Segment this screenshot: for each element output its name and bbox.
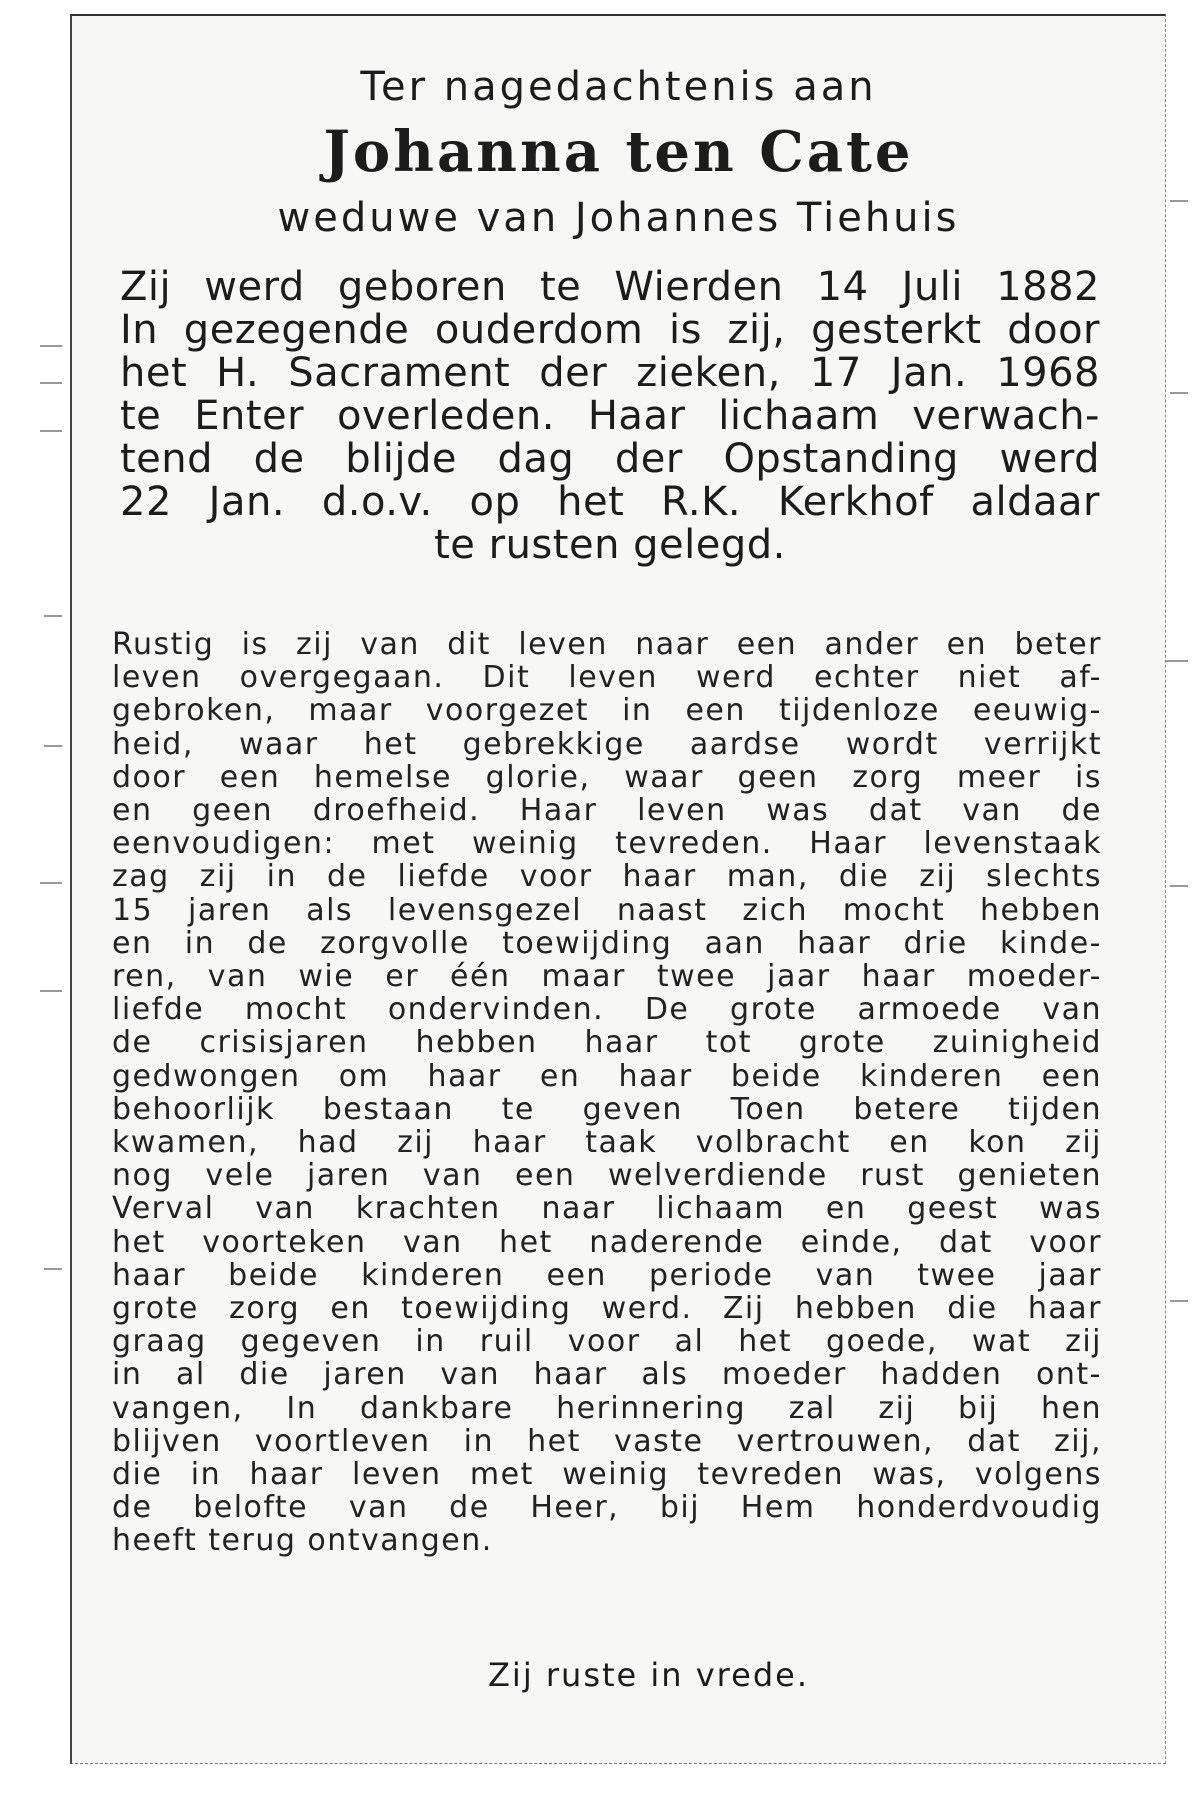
eulogy-line: 15 jaren als levensgezel naast zich mocht hebben bbox=[112, 892, 1102, 928]
widow-of-line: weduwe van Johannes Tiehuis bbox=[277, 195, 960, 241]
scan-mark bbox=[40, 430, 62, 432]
bio-line: tend de blijde dag der Opstanding werd bbox=[120, 436, 1100, 482]
eulogy-line: Rustig is zij van dit leven naar een ander en beter bbox=[112, 627, 1102, 662]
bio-line: 22 Jan. d.o.v. op het R.K. Kerkhof aldaar bbox=[120, 479, 1100, 525]
eulogy-line: nog vele jaren van een welverdiende rust genieten bbox=[112, 1158, 1102, 1194]
scan-mark bbox=[1170, 392, 1188, 394]
eulogy-line: de crisisjaren hebben haar tot grote zuinigheid bbox=[112, 1025, 1102, 1061]
eulogy-line: graag gegeven in ruil voor al het goede, wat zij bbox=[112, 1324, 1102, 1360]
eulogy-line: ren, van wie er één maar twee jaar haar moeder- bbox=[112, 959, 1102, 995]
card-header bbox=[72, 60, 1165, 246]
eulogy-line: het voorteken van het naderende einde, dat voor bbox=[112, 1224, 1102, 1260]
eulogy-line: gebroken, maar voorgezet in een tijdenloze eeuwig- bbox=[112, 693, 1102, 729]
eulogy-text bbox=[112, 628, 1102, 1558]
bio-line: te rusten gelegd. bbox=[434, 522, 786, 568]
scan-mark bbox=[1170, 1300, 1188, 1302]
scan-mark bbox=[40, 882, 62, 884]
scan-mark bbox=[1166, 660, 1188, 662]
biography bbox=[120, 266, 1100, 567]
scan-mark bbox=[1170, 200, 1188, 202]
bio-line: Zij werd geboren te Wierden 14 Juli 1882 bbox=[120, 264, 1100, 310]
eulogy-line: haar beide kinderen een periode van twee jaar bbox=[112, 1257, 1102, 1293]
scan-mark bbox=[44, 615, 62, 617]
bio-line: te Enter overleden. Haar lichaam verwach- bbox=[120, 393, 1100, 439]
scan-mark bbox=[40, 990, 62, 992]
bio-line: het H. Sacrament der zieken, 17 Jan. 1968 bbox=[120, 350, 1100, 396]
eulogy-line: kwamen, had zij haar taak volbracht en kon zij bbox=[112, 1125, 1102, 1161]
eulogy-line: heeft terug ontvangen. bbox=[112, 1523, 493, 1559]
scan-mark bbox=[44, 745, 62, 747]
bio-line: In gezegende ouderdom is zij, gesterkt door bbox=[120, 307, 1100, 353]
eulogy-line: en in de zorgvolle toewijding aan haar drie kinde- bbox=[112, 925, 1102, 961]
eulogy-line: door een hemelse glorie, waar geen zorg meer is bbox=[112, 759, 1102, 795]
closing-line: Zij ruste in vrede. bbox=[488, 1656, 809, 1694]
scan-mark bbox=[44, 1268, 62, 1270]
eulogy-line: grote zorg en toewijding werd. Zij hebben die haar bbox=[112, 1291, 1102, 1327]
eulogy-line: in al die jaren van haar als moeder hadden ont- bbox=[112, 1357, 1102, 1393]
scan-mark bbox=[40, 382, 62, 384]
eulogy-line: Verval van krachten naar lichaam en geest was bbox=[112, 1191, 1102, 1227]
eulogy-line: blijven voortleven in het vaste vertrouwen, dat zij, bbox=[112, 1423, 1102, 1459]
scan-mark bbox=[40, 345, 62, 347]
deceased-name: Johanna ten Cate bbox=[323, 119, 914, 185]
eulogy-line: en geen droefheid. Haar leven was dat van de bbox=[112, 793, 1102, 829]
eulogy-line: de belofte van de Heer, bij Hem honderdvoudig bbox=[112, 1490, 1102, 1526]
intro-line: Ter nagedachtenis aan bbox=[360, 64, 877, 110]
eulogy-line: leven overgegaan. Dit leven werd echter niet af- bbox=[112, 660, 1102, 696]
eulogy-line: die in haar leven met weinig tevreden was, volgens bbox=[112, 1457, 1102, 1493]
eulogy-line: behoorlijk bestaan te geven Toen betere tijden bbox=[112, 1091, 1102, 1127]
eulogy-line: liefde mocht ondervinden. De grote armoede van bbox=[112, 992, 1102, 1028]
eulogy-line: vangen, In dankbare herinnering zal zij bij hen bbox=[112, 1390, 1102, 1426]
eulogy-line: gedwongen om haar en haar beide kinderen een bbox=[112, 1058, 1102, 1094]
memorial-card bbox=[70, 14, 1166, 1764]
eulogy-line: eenvoudigen: met weinig tevreden. Haar levenstaak bbox=[112, 826, 1102, 862]
eulogy-line: heid, waar het gebrekkige aardse wordt verrijkt bbox=[112, 726, 1102, 762]
eulogy-line: zag zij in de liefde voor haar man, die zij slechts bbox=[112, 859, 1102, 895]
scan-mark bbox=[1170, 885, 1188, 887]
